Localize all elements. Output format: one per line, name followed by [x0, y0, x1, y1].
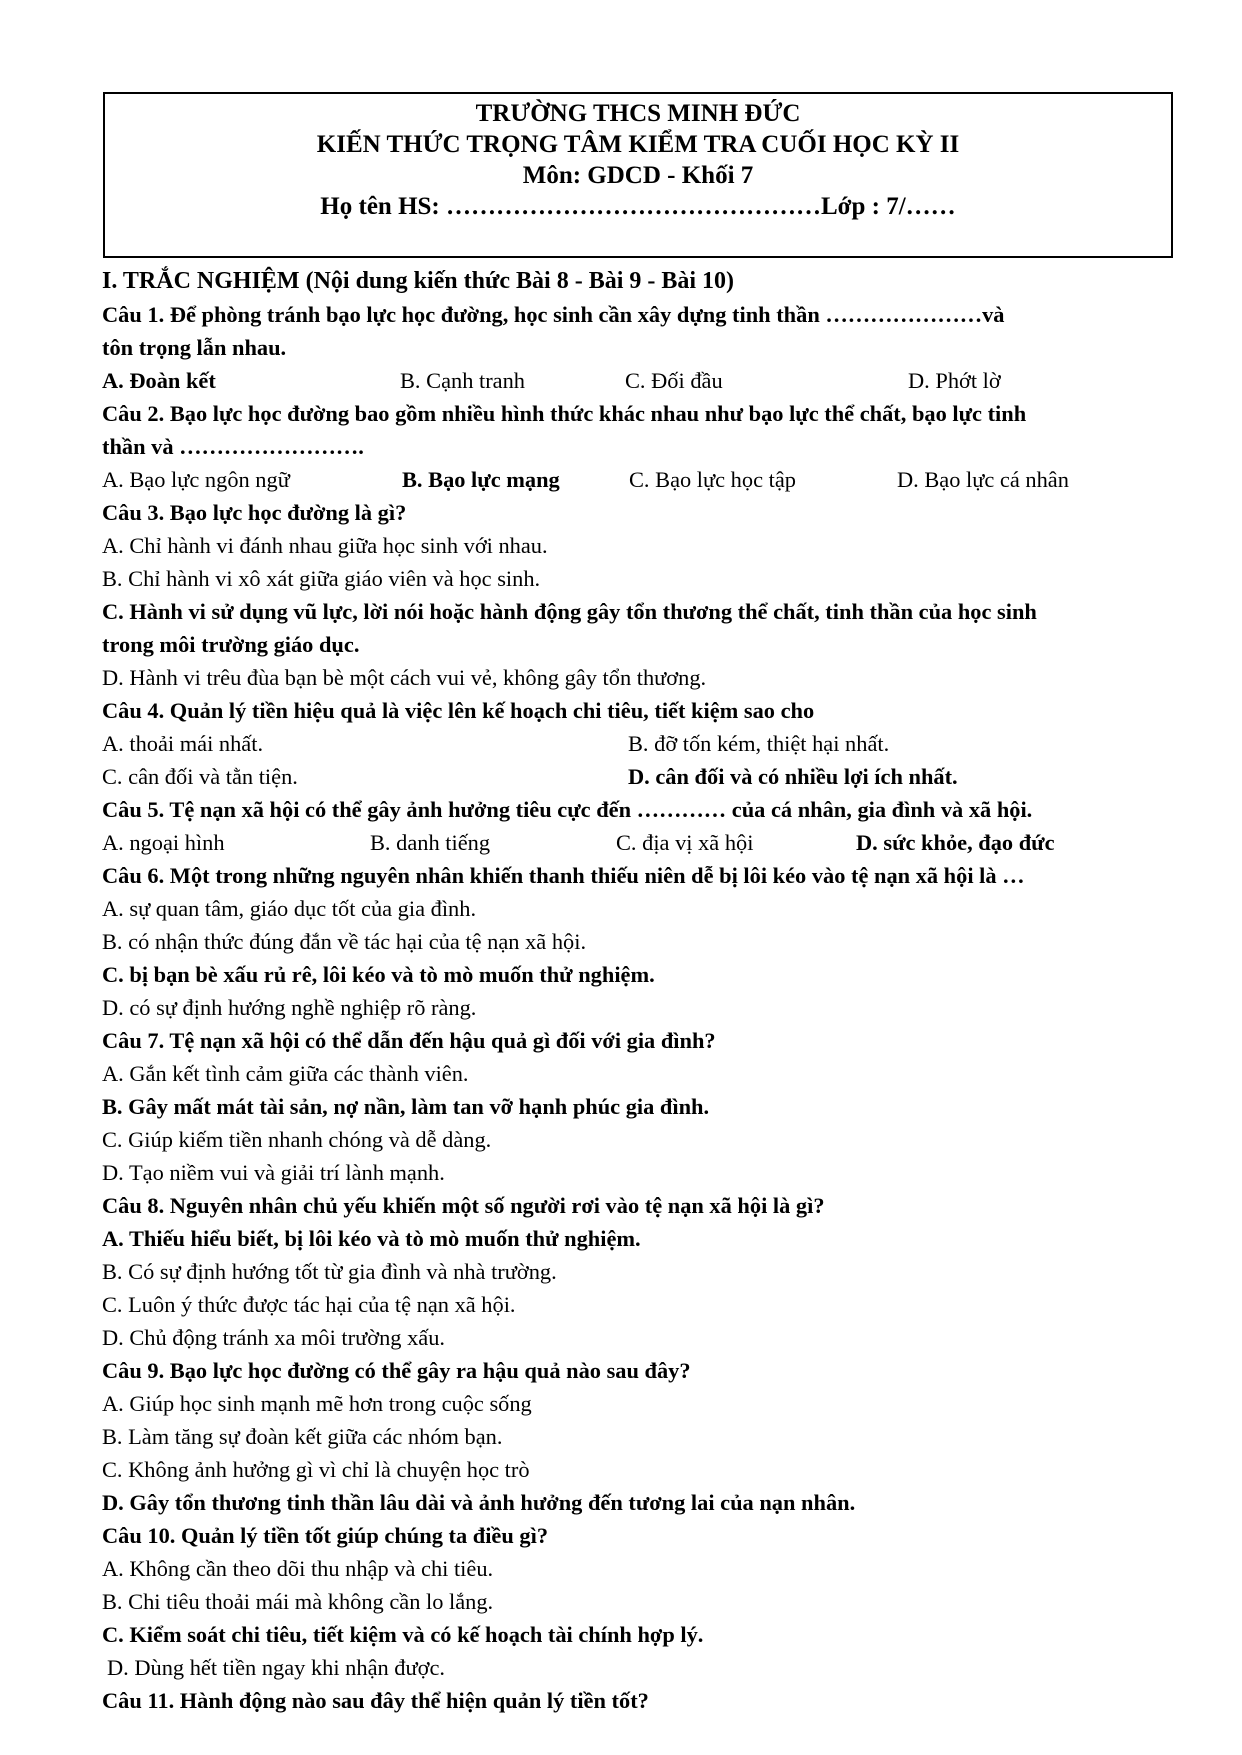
option-d: D. Dùng hết tiền ngay khi nhận được. [107, 1655, 446, 1680]
option-a: A. Không cần theo dõi thu nhập và chi tiêu. [102, 1556, 494, 1581]
question-5: Câu 5. Tệ nạn xã hội có thể gây ảnh hưởng tiêu cực đến ………… của cá nhân, gia đình và xã hội. [102, 797, 1033, 822]
option-a: A. Gắn kết tình cảm giữa các thành viên. [102, 1061, 469, 1086]
document-header [103, 92, 1173, 258]
question-3: Câu 3. Bạo lực học đường là gì? [102, 500, 407, 525]
option-d: D. Bạo lực cá nhân [897, 467, 1069, 492]
option-c: C. Luôn ý thức được tác hại của tệ nạn xã hội. [102, 1292, 516, 1317]
question-4: Câu 4. Quản lý tiền hiệu quả là việc lên kế hoạch chi tiêu, tiết kiệm sao cho [102, 698, 815, 723]
question-11: Câu 11. Hành động nào sau đây thể hiện quản lý tiền tốt? [102, 1688, 649, 1713]
option-a: A. Bạo lực ngôn ngữ [102, 467, 290, 492]
question-8: Câu 8. Nguyên nhân chủ yếu khiến một số người rơi vào tệ nạn xã hội là gì? [102, 1193, 825, 1218]
document-title: KIẾN THỨC TRỌNG TÂM KIỂM TRA CUỐI HỌC KỲ II [316, 131, 960, 158]
options-row [102, 727, 1162, 760]
option-c: C. cân đối và tằn tiện. [102, 764, 298, 789]
option-d: D. Hành vi trêu đùa bạn bè một cách vui vẻ, không gây tổn thương. [102, 665, 707, 690]
question-2 [102, 397, 1162, 430]
option-c: C. Giúp kiếm tiền nhanh chóng và dễ dàng. [102, 1127, 492, 1152]
question-label: Câu 7 [102, 1028, 159, 1053]
question-10: Câu 10. Quản lý tiền tốt giúp chúng ta điều gì? [102, 1523, 549, 1548]
option-d: D. có sự định hướng nghề nghiệp rõ ràng. [102, 995, 477, 1020]
school-name: TRƯỜNG THCS MINH ĐỨC [475, 100, 801, 127]
option-c: C. bị bạn bè xấu rủ rê, lôi kéo và tò mò muốn thử nghiệm. [102, 962, 655, 987]
option-c-cont: trong môi trường giáo dục. [102, 632, 360, 657]
question-list [102, 265, 1162, 1717]
option-a: A. Đoàn kết [102, 368, 216, 393]
option-b: B. Cạnh tranh [400, 368, 525, 393]
option-b: B. Bạo lực mạng [402, 467, 560, 492]
option-b: B. đỡ tốn kém, thiệt hại nhất. [628, 731, 890, 756]
option-a: A. Thiếu hiểu biết, bị lôi kéo và tò mò muốn thử nghiệm. [102, 1226, 641, 1251]
question-label: Câu 2 [102, 401, 159, 426]
question-6: Câu 6. Một trong những nguyên nhân khiến thanh thiếu niên dễ bị lôi kéo vào tệ nạn xã hội là … [102, 863, 1025, 888]
options-row [102, 463, 1162, 496]
question-1 [102, 298, 1162, 331]
option-b: B. Gây mất mát tài sản, nợ nần, làm tan vỡ hạnh phúc gia đình. [102, 1094, 710, 1119]
option-d: D. Chủ động tránh xa môi trường xấu. [102, 1325, 445, 1350]
question-9: Câu 9. Bạo lực học đường có thể gây ra hậu quả nào sau đây? [102, 1358, 691, 1383]
option-a: A. ngoại hình [102, 830, 225, 855]
option-d: D. cân đối và có nhiều lợi ích nhất. [628, 764, 958, 789]
option-c: C. địa vị xã hội [616, 830, 754, 855]
subject-line: Môn: GDCD - Khối 7 [522, 162, 754, 189]
option-b: B. Chỉ hành vi xô xát giữa giáo viên và học sinh. [102, 566, 541, 591]
option-c: C. Kiểm soát chi tiêu, tiết kiệm và có kế hoạch tài chính hợp lý. [102, 1622, 704, 1647]
option-b: B. Chi tiêu thoải mái mà không cần lo lắng. [102, 1589, 494, 1614]
options-row [102, 760, 1162, 793]
options-row [102, 364, 1162, 397]
question-text: . Để phòng tránh bạo lực học đường, học sinh cần xây dựng tinh thần …………………và [158, 302, 1005, 327]
options-row [102, 826, 1162, 859]
option-a: A. thoải mái nhất. [102, 731, 264, 756]
option-a: A. sự quan tâm, giáo dục tốt của gia đình. [102, 896, 477, 921]
option-c: C. Bạo lực học tập [629, 467, 796, 492]
option-c: C. Hành vi sử dụng vũ lực, lời nói hoặc hành động gây tổn thương thể chất, tinh thần của học sinh [102, 599, 1037, 624]
question-text-cont: thần và ……………………. [102, 434, 364, 459]
section-title: I. TRẮC NGHIỆM (Nội dung kiến thức Bài 8 - Bài 9 - Bài 10) [102, 268, 735, 294]
student-info-line: Họ tên HS: ………………………………………Lớp : 7/…… [320, 193, 956, 220]
question-7 [102, 1024, 1162, 1057]
option-d: D. Tạo niềm vui và giải trí lành mạnh. [102, 1160, 445, 1185]
option-b: B. có nhận thức đúng đắn về tác hại của tệ nạn xã hội. [102, 929, 587, 954]
option-d: D. sức khỏe, đạo đức [856, 830, 1055, 855]
option-b: B. danh tiếng [370, 830, 491, 855]
option-a: A. Chỉ hành vi đánh nhau giữa học sinh với nhau. [102, 533, 548, 558]
option-c: C. Đối đầu [625, 368, 723, 393]
option-d: D. Phớt lờ [908, 368, 1001, 393]
question-text: . Bạo lực học đường bao gồm nhiều hình thức khác nhau như bạo lực thể chất, bạo lực tinh [158, 401, 1027, 426]
question-text: . Tệ nạn xã hội có thể dẫn đến hậu quả gì đối với gia đình? [158, 1028, 716, 1053]
option-a: A. Giúp học sinh mạnh mẽ hơn trong cuộc sống [102, 1391, 532, 1416]
question-text-cont: tôn trọng lẫn nhau. [102, 335, 287, 360]
option-b: B. Làm tăng sự đoàn kết giữa các nhóm bạn. [102, 1424, 503, 1449]
option-b: B. Có sự định hướng tốt từ gia đình và nhà trường. [102, 1259, 557, 1284]
option-d: D. Gây tổn thương tinh thần lâu dài và ảnh hưởng đến tương lai của nạn nhân. [102, 1490, 856, 1515]
option-c: C. Không ảnh hưởng gì vì chỉ là chuyện học trò [102, 1457, 530, 1482]
question-label: Câu 1 [102, 302, 159, 327]
